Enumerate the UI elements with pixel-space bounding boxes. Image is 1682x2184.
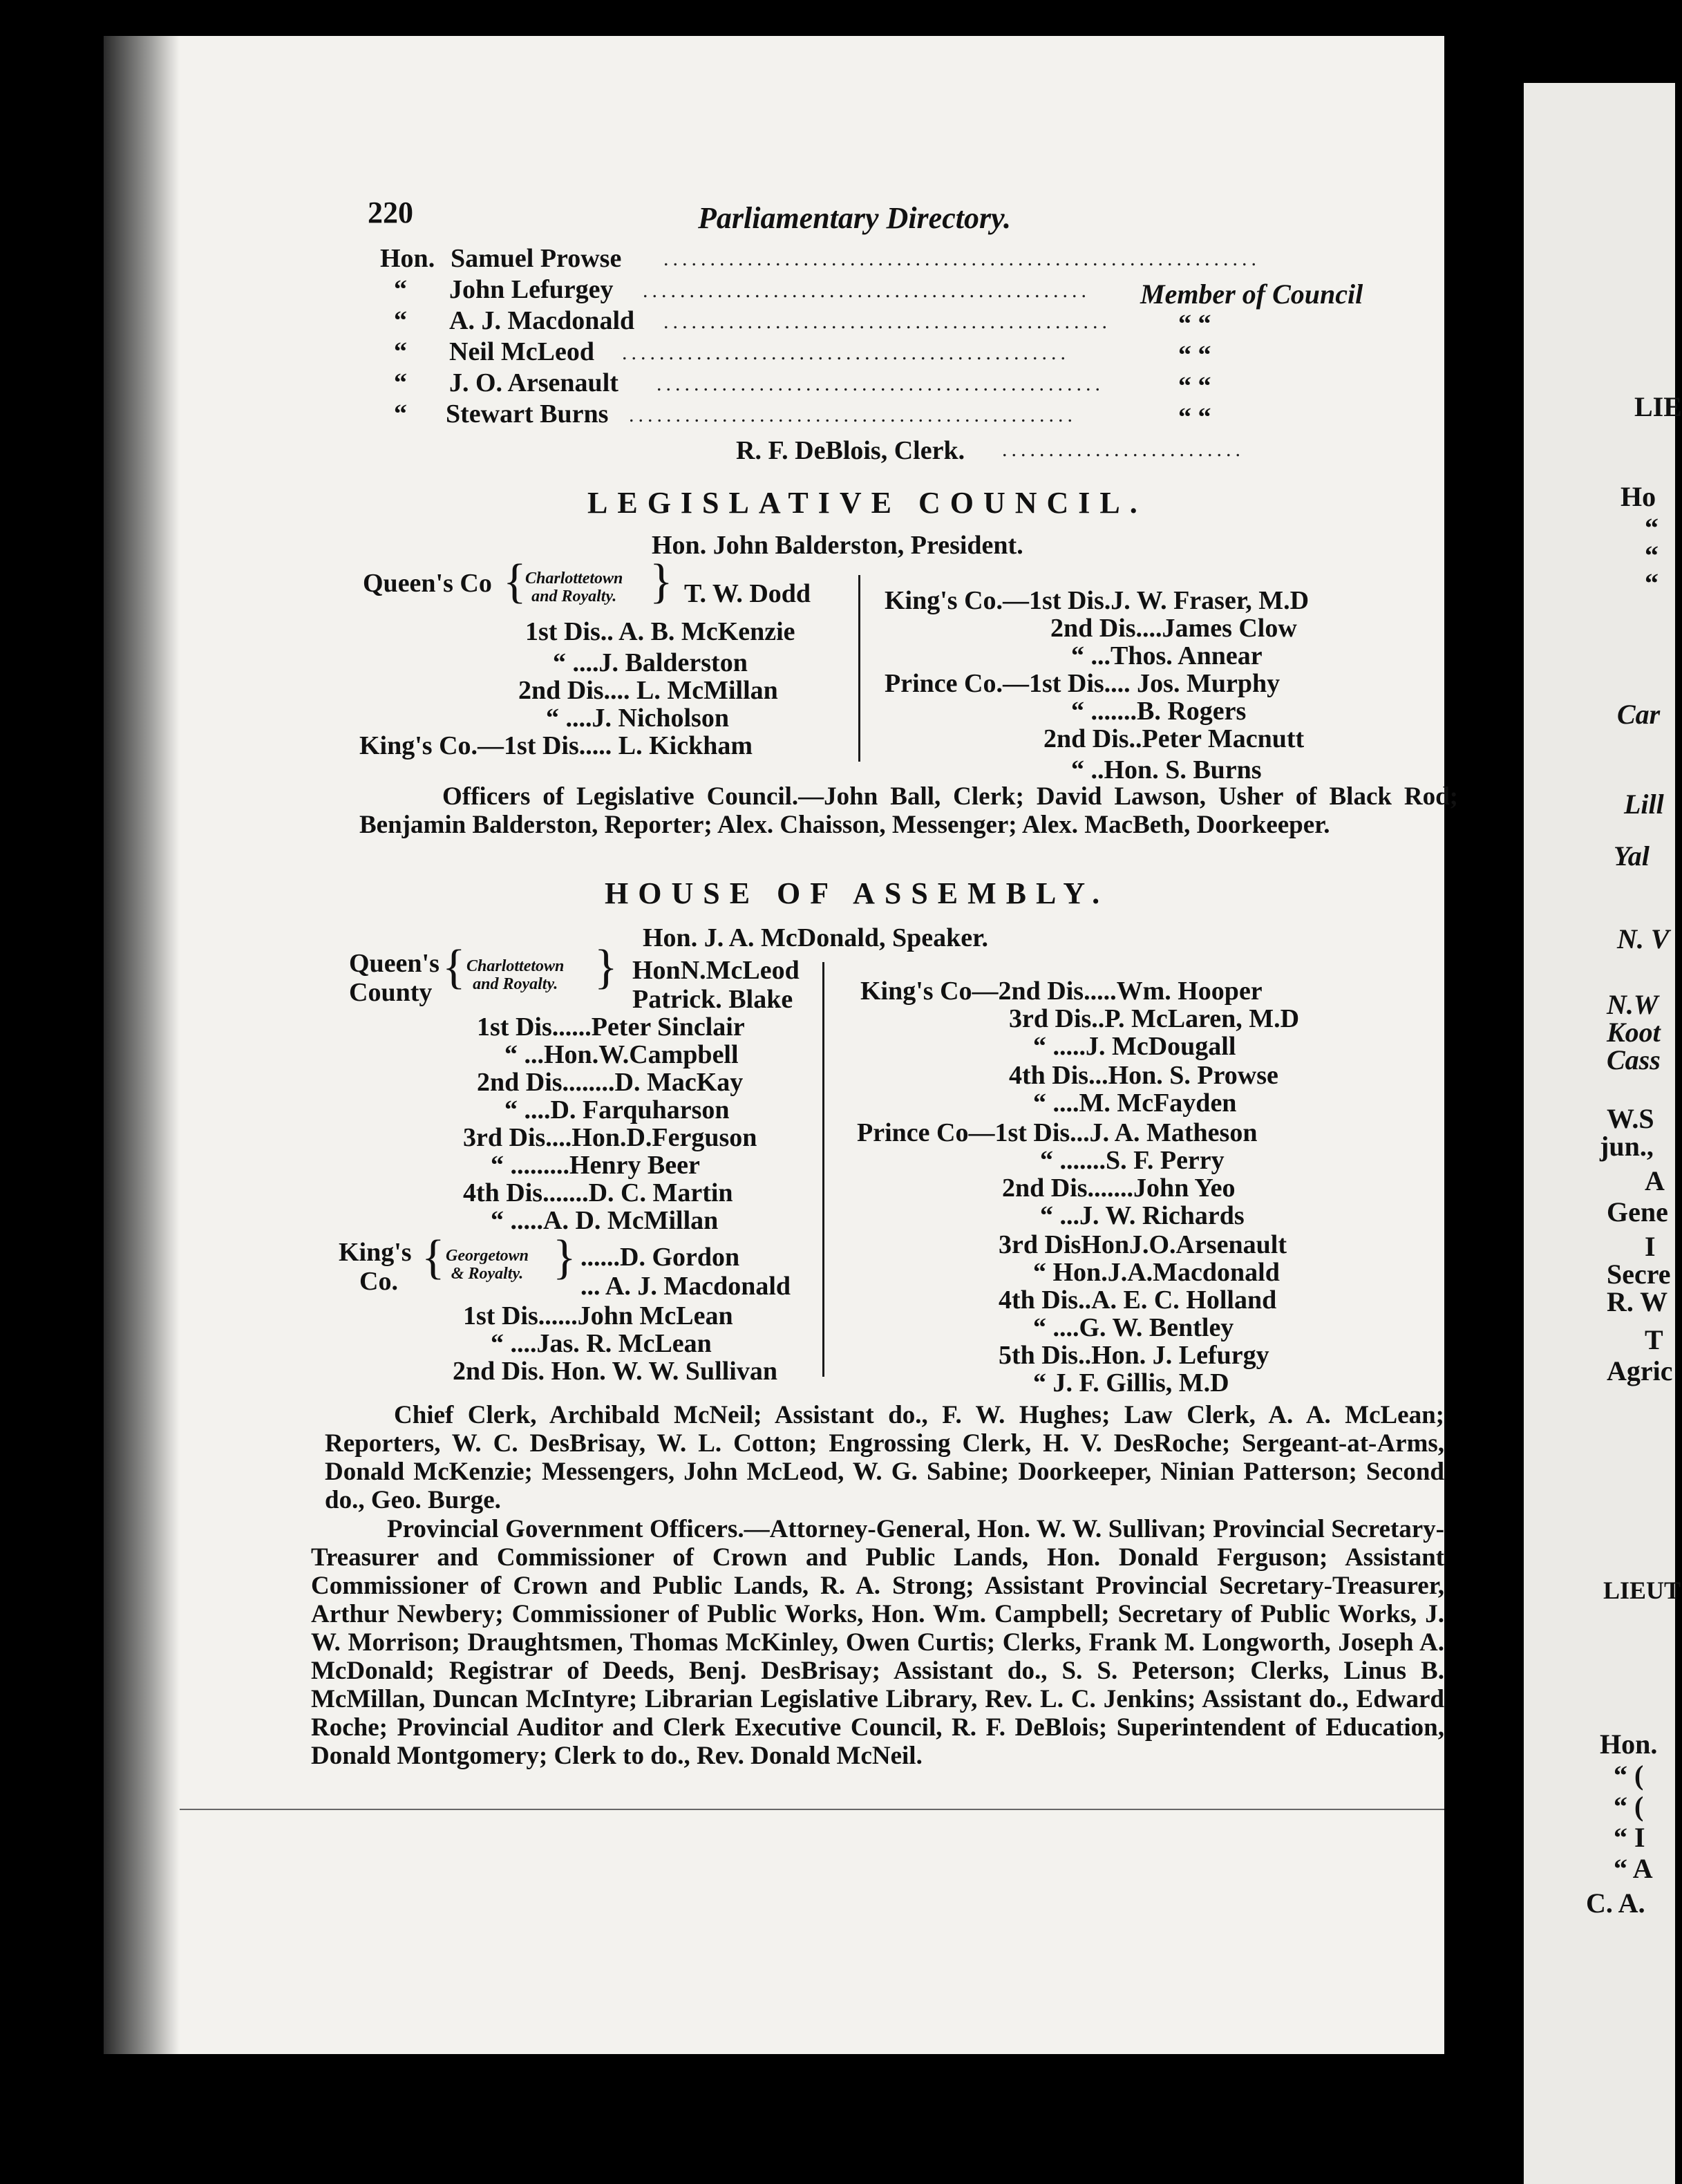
fragment-text: LIEUT bbox=[1603, 1576, 1681, 1604]
list-item-name: Stewart Burns bbox=[446, 399, 609, 429]
list-item-name: Neil McLeod bbox=[449, 337, 595, 366]
brace-right: } bbox=[594, 941, 618, 994]
member-entry: ... A. J. Macdonald bbox=[580, 1272, 791, 1301]
list-item-role: “ “ bbox=[1178, 403, 1211, 432]
brace-left: { bbox=[503, 555, 527, 608]
member-entry: 2nd Dis........D. MacKay bbox=[477, 1068, 744, 1097]
fragment-text: LIE bbox=[1634, 391, 1682, 422]
running-head: Parliamentary Directory. bbox=[698, 201, 1011, 235]
member-entry: ......D. Gordon bbox=[580, 1243, 740, 1272]
member-entry: “ ...Hon.W.Campbell bbox=[504, 1040, 739, 1069]
legislative-council-heading: LEGISLATIVE COUNCIL. bbox=[587, 486, 1147, 520]
legislative-council-officers: Officers of Legislative Council.—John Ball, Clerk; David Lawson, Usher of Black Rod; Benjamin Balderston, Reporter; Alex. Chaisson, Messenger; Alex. MacBeth, Doorkeeper. bbox=[359, 782, 1458, 839]
column-divider bbox=[858, 575, 860, 762]
member-entry: Prince Co.—1st Dis.... Jos. Murphy bbox=[885, 669, 1281, 698]
legislative-council-president: Hon. John Balderston, President. bbox=[652, 531, 1023, 560]
fragment-text: Car bbox=[1617, 699, 1661, 730]
member-entry: 4th Dis..A. E. C. Holland bbox=[999, 1286, 1277, 1315]
provincial-officers: Provincial Government Officers.—Attorney-General, Hon. W. W. Sullivan; Provincial Secretary-Treasurer and Commissioner of Crown and Public Lands, Hon. Donald Ferguson; Assistant Commissioner of Crown and Public Lands, R. A. Strong; Assistant Provincial Secretary-Treasurer, Arthur Newbery; Commissioner of Public Works, Hon. Wm. Campbell; Secretary of Public Works, J. W. Morrison; Draughtsmen, Thomas McKinley, Owen Curtis; Clerks, Frank M. Longworth, Joseph A. McDonald; Registrar of Deeds, Benj. DesBrisay; Assistant do., S. S. Peterson; Clerks, Linus B. McMillan, Duncan McIntyre; Librarian Legislative Library, Rev. L. C. Jenkins; Assistant do., Edward Roche; Provincial Auditor and Clerk Executive Council, R. F. DeBlois; Superintendent of Education, Donald Montgomery; Clerk to do., Rev. Donald McNeil. bbox=[311, 1515, 1444, 1770]
list-item-prefix: Hon. bbox=[380, 244, 435, 273]
fragment-text: Ho bbox=[1620, 481, 1656, 512]
fragment-text: A bbox=[1645, 1165, 1665, 1196]
member-entry: 4th Dis...Hon. S. Prowse bbox=[1009, 1061, 1278, 1090]
member-entry: 3rd Dis....Hon.D.Ferguson bbox=[463, 1123, 757, 1152]
fragment-text: “ ( bbox=[1614, 1760, 1644, 1791]
fragment-text: “ ( bbox=[1614, 1791, 1644, 1822]
member-entry: “ ....Jas. R. McLean bbox=[491, 1329, 712, 1358]
member-entry: “ .........Henry Beer bbox=[491, 1151, 700, 1180]
leader-dots: ................................................ bbox=[656, 373, 1104, 395]
member-entry: “ ....J. Balderston bbox=[553, 648, 748, 677]
member-entry: King's Co.—1st Dis..... L. Kickham bbox=[359, 731, 753, 760]
fragment-text: Lill bbox=[1624, 789, 1664, 820]
list-item-name: John Lefurgey bbox=[449, 275, 614, 304]
fragment-text: N.W bbox=[1607, 989, 1659, 1020]
document-page bbox=[104, 36, 1458, 2054]
member-entry: “ ....M. McFayden bbox=[1033, 1089, 1237, 1118]
fragment-text: “ A bbox=[1614, 1853, 1653, 1884]
scan-line bbox=[180, 1809, 1444, 1810]
member-entry: HonN.McLeod bbox=[632, 956, 800, 985]
county-label: Co. bbox=[359, 1267, 398, 1296]
leader-dots: ................................................ bbox=[663, 310, 1111, 333]
leader-dots: ................................................................ bbox=[663, 247, 1260, 270]
list-item-role: “ “ bbox=[1178, 310, 1211, 339]
member-entry: “ J. F. Gillis, M.D bbox=[1033, 1368, 1229, 1397]
member-entry: “ ...J. W. Richards bbox=[1040, 1201, 1245, 1230]
facing-page-fragment bbox=[1524, 83, 1682, 2184]
subdistrict-label: Charlottetown and Royalty. bbox=[525, 569, 623, 605]
house-speaker: Hon. J. A. McDonald, Speaker. bbox=[643, 923, 989, 952]
member-entry: 2nd Dis....James Clow bbox=[1050, 614, 1297, 643]
brace-left: { bbox=[422, 1231, 445, 1284]
fragment-text: Secre bbox=[1607, 1259, 1671, 1290]
member-entry: 4th Dis.......D. C. Martin bbox=[463, 1178, 733, 1207]
brace-right: } bbox=[553, 1231, 576, 1284]
member-entry: “ Hon.J.A.Macdonald bbox=[1033, 1258, 1280, 1287]
member-entry: King's Co—2nd Dis.....Wm. Hooper bbox=[860, 977, 1263, 1006]
fragment-text: I bbox=[1645, 1231, 1656, 1262]
page-number: 220 bbox=[368, 196, 413, 229]
member-entry: “ .......B. Rogers bbox=[1071, 697, 1247, 726]
member-entry: 5th Dis..Hon. J. Lefurgy bbox=[999, 1341, 1269, 1370]
member-entry: 1st Dis......Peter Sinclair bbox=[477, 1013, 745, 1042]
member-entry: “ ...Thos. Annear bbox=[1071, 641, 1263, 670]
house-of-assembly-heading: HOUSE OF ASSEMBLY. bbox=[605, 876, 1110, 910]
list-item-prefix: “ bbox=[394, 368, 407, 397]
member-entry: 3rd Dis..P. McLaren, M.D bbox=[1009, 1004, 1300, 1033]
fragment-text: Yal bbox=[1614, 840, 1650, 872]
list-item-role: “ “ bbox=[1178, 372, 1211, 401]
fragment-text: Agric bbox=[1607, 1355, 1673, 1386]
list-item-prefix: “ bbox=[394, 337, 407, 366]
member-entry: “ .......S. F. Perry bbox=[1040, 1146, 1225, 1175]
list-item-role: “ “ bbox=[1178, 341, 1211, 370]
list-item-name: A. J. Macdonald bbox=[449, 306, 635, 335]
subdistrict-label: Georgetown & Royalty. bbox=[446, 1247, 529, 1283]
fragment-text: C. A. bbox=[1586, 1888, 1645, 1919]
member-entry: “ .....J. McDougall bbox=[1033, 1032, 1236, 1061]
fragment-text: “ bbox=[1645, 512, 1659, 543]
leader-dots: ................................................ bbox=[629, 404, 1077, 426]
brace-right: } bbox=[650, 555, 673, 608]
house-officers: Chief Clerk, Archibald McNeil; Assistant do., F. W. Hughes; Law Clerk, A. A. McLean; Reporters, W. C. DesBrisay, W. L. Cotton; Engrossing Clerk, H. V. DesRoche; Sergeant-at-Arms, Donald McKenzie; Messengers, John McLeod, W. G. Sabine; Doorkeeper, Ninian Patterson; Second do., Geo. Burge. bbox=[325, 1401, 1444, 1514]
fragment-text: “ bbox=[1645, 567, 1659, 599]
member-entry: “ ....D. Farquharson bbox=[504, 1095, 730, 1124]
member-entry: 3rd DisHonJ.O.Arsenault bbox=[999, 1230, 1287, 1259]
fragment-text: Hon. bbox=[1600, 1729, 1658, 1760]
member-entry: King's Co.—1st Dis.J. W. Fraser, M.D bbox=[885, 586, 1310, 615]
brace-left: { bbox=[442, 941, 466, 994]
list-item-prefix: “ bbox=[394, 275, 407, 304]
column-divider bbox=[822, 962, 824, 1377]
list-item-prefix: “ bbox=[394, 306, 407, 335]
list-item-name: Samuel Prowse bbox=[451, 244, 622, 273]
fragment-text: Gene bbox=[1607, 1196, 1668, 1227]
fragment-text: W.S bbox=[1607, 1103, 1654, 1134]
leader-dots: ................................................ bbox=[622, 341, 1070, 364]
leader-dots: .......................... bbox=[1002, 438, 1245, 461]
member-entry: “ .....A. D. McMillan bbox=[491, 1206, 719, 1235]
list-item-role: Member of Council bbox=[1140, 279, 1363, 310]
member-entry: Patrick. Blake bbox=[632, 985, 793, 1014]
county-label: Queen's Co bbox=[363, 569, 492, 598]
leader-dots: ................................................ bbox=[643, 279, 1090, 302]
fragment-text: jun., bbox=[1600, 1131, 1654, 1162]
subdistrict-label: Charlottetown and Royalty. bbox=[466, 957, 565, 993]
member-entry: 2nd Dis. Hon. W. W. Sullivan bbox=[453, 1357, 777, 1386]
list-item-prefix: “ bbox=[394, 399, 407, 429]
fragment-text: “ I bbox=[1614, 1822, 1645, 1853]
fragment-text: “ bbox=[1645, 540, 1659, 571]
county-label: King's bbox=[339, 1238, 412, 1267]
member-entry: 1st Dis.. A. B. McKenzie bbox=[525, 617, 795, 646]
member-entry: 2nd Dis..Peter Macnutt bbox=[1043, 724, 1305, 753]
member-entry: 2nd Dis.... L. McMillan bbox=[518, 676, 778, 705]
county-label: Queen's bbox=[349, 949, 440, 978]
council-clerk: R. F. DeBlois, Clerk. bbox=[736, 436, 965, 465]
fragment-text: Koot bbox=[1607, 1017, 1661, 1048]
member-entry: “ ....J. Nicholson bbox=[546, 704, 729, 733]
member-entry: Prince Co—1st Dis...J. A. Matheson bbox=[857, 1118, 1258, 1147]
list-item-name: J. O. Arsenault bbox=[449, 368, 618, 397]
member-entry: 2nd Dis.......John Yeo bbox=[1002, 1174, 1236, 1203]
fragment-text: T bbox=[1645, 1324, 1663, 1355]
fragment-text: R. W bbox=[1607, 1286, 1668, 1317]
member-entry: 1st Dis......John McLean bbox=[463, 1301, 733, 1330]
member-entry: “ ..Hon. S. Burns bbox=[1071, 755, 1262, 784]
fragment-text: Cass bbox=[1607, 1044, 1661, 1075]
member-entry: “ ....G. W. Bentley bbox=[1033, 1313, 1234, 1342]
member-entry: T. W. Dodd bbox=[684, 579, 811, 608]
county-label: County bbox=[349, 978, 433, 1007]
fragment-text: N. V bbox=[1617, 923, 1670, 954]
